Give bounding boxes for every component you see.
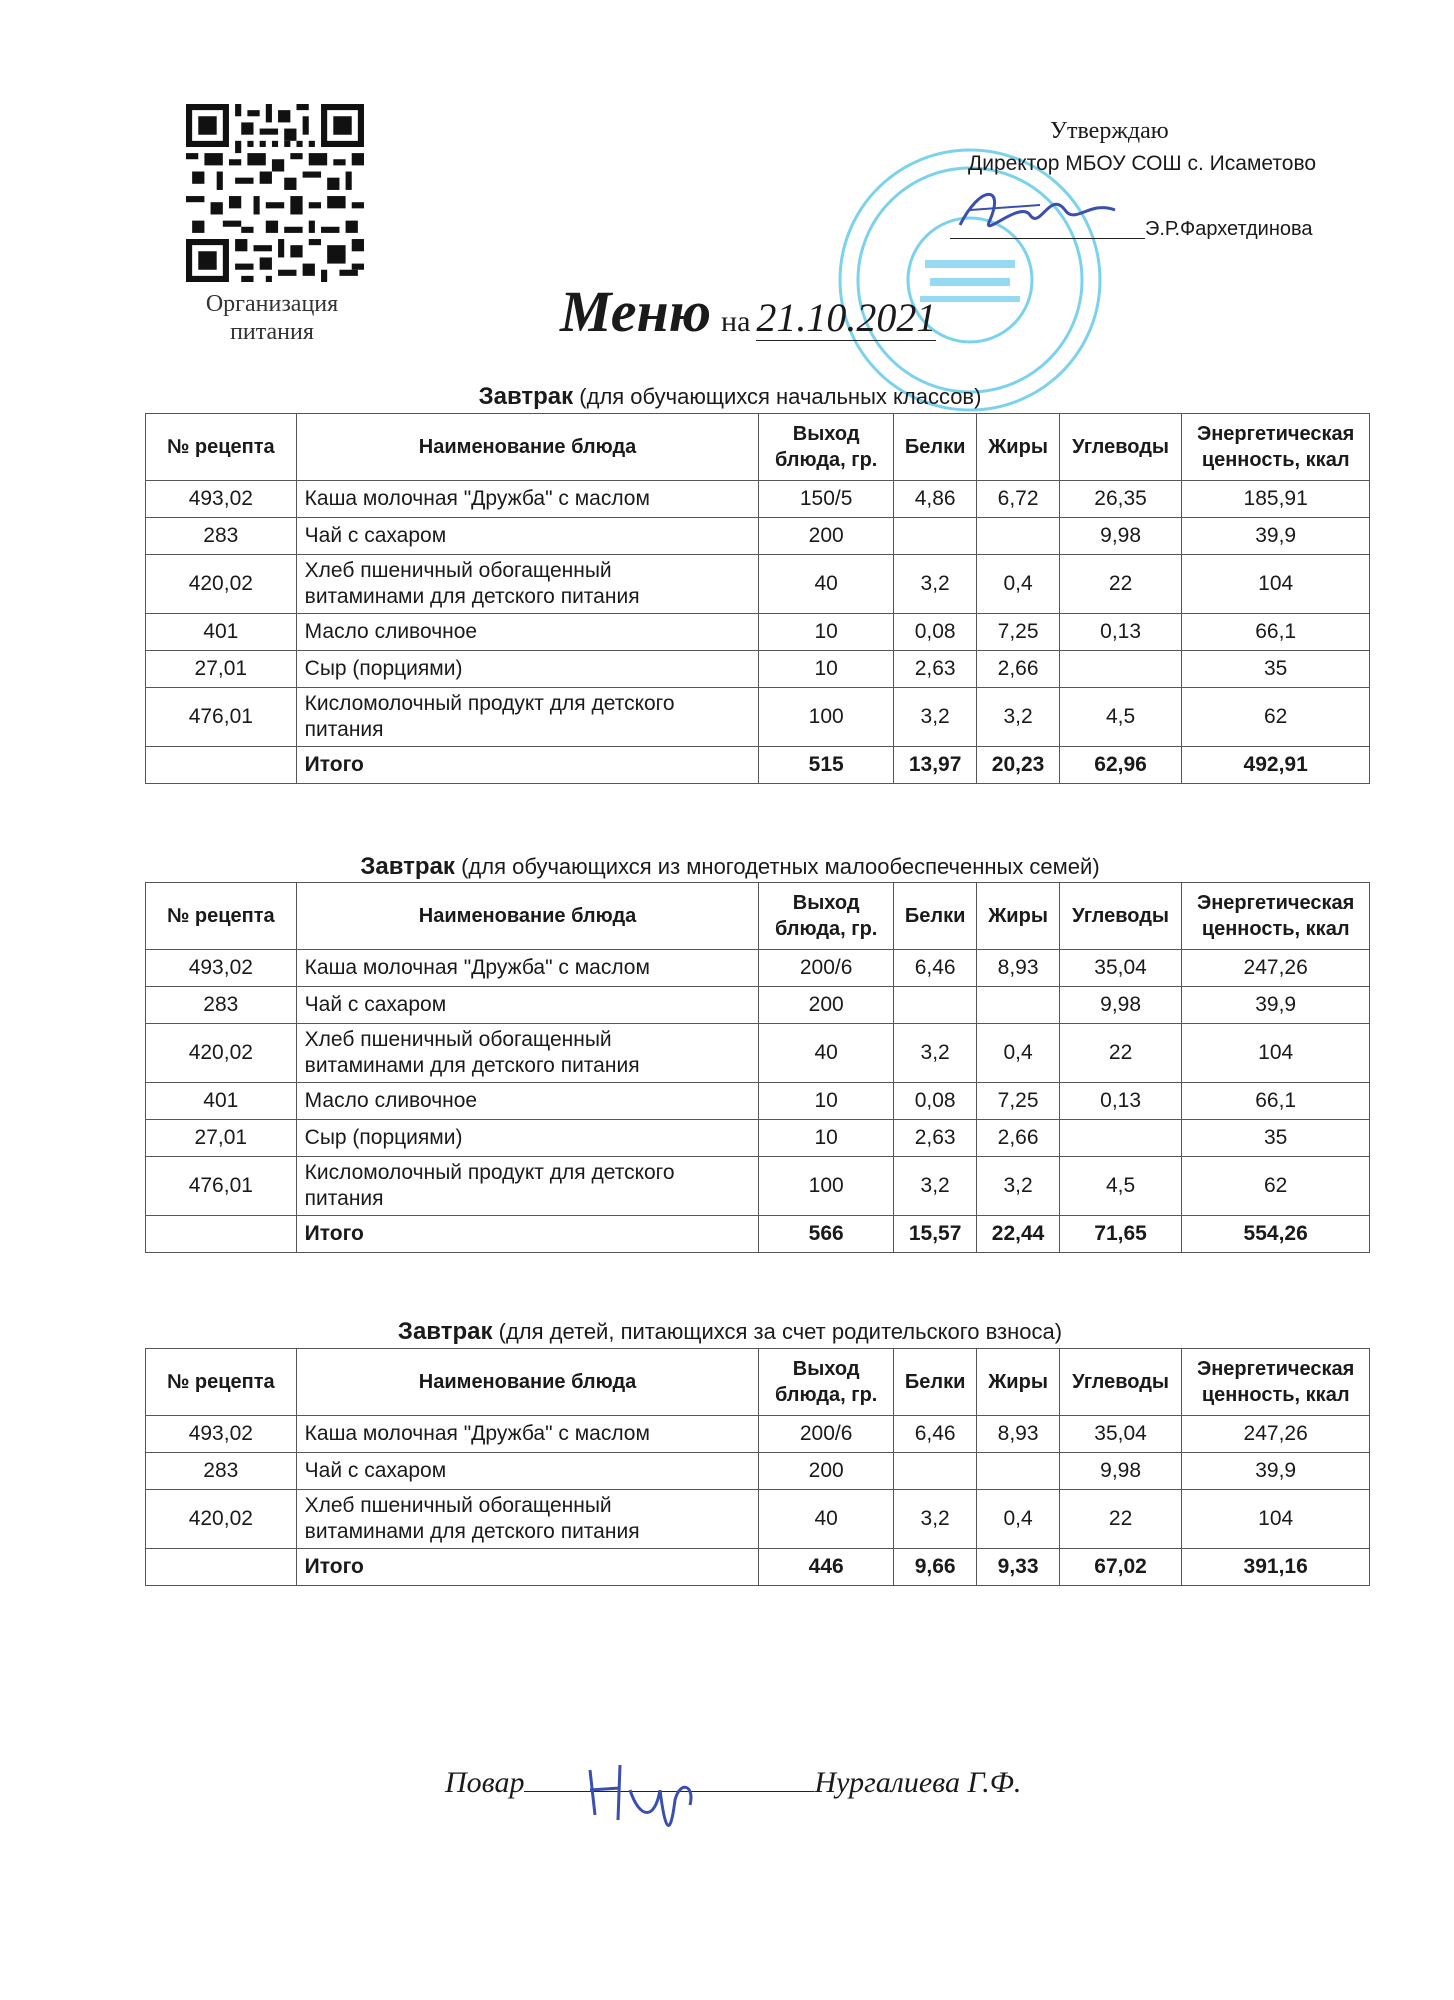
total-energy: 554,26 (1182, 1216, 1370, 1253)
cell-fat: 7,25 (977, 1083, 1060, 1120)
table-row (146, 1083, 1370, 1120)
cell-energy: 35 (1182, 1120, 1370, 1157)
cell-dish (296, 481, 759, 518)
cell-yield: 200 (759, 518, 894, 555)
table-row (146, 555, 1370, 614)
cell-dish (296, 950, 759, 987)
total-energy: 391,16 (1182, 1549, 1370, 1586)
header-energy (1182, 1349, 1370, 1416)
table-row (146, 1120, 1370, 1157)
cell-protein: 6,46 (893, 1416, 976, 1453)
total-yield: 446 (759, 1549, 894, 1586)
total-energy: 492,91 (1182, 747, 1370, 784)
approval-role: Директор МБОУ СОШ с. Исаметово (968, 152, 1317, 175)
cell-recipe: 493,02 (146, 1416, 297, 1453)
header-carbs: Углеводы (1059, 883, 1182, 950)
page-title (560, 278, 936, 345)
cell-protein: 3,2 (893, 688, 976, 747)
header-energy-line1: Энергетическая (1197, 892, 1355, 914)
header-recipe: № рецепта (146, 1349, 297, 1416)
cell-fat: 8,93 (977, 1416, 1060, 1453)
cell-energy: 62 (1182, 1157, 1370, 1216)
cell-fat (977, 518, 1060, 555)
title-on: на (721, 305, 751, 338)
cell-dish (296, 1490, 759, 1549)
cell-carbs: 4,5 (1059, 688, 1182, 747)
cell-dish (296, 518, 759, 555)
total-protein: 15,57 (893, 1216, 976, 1253)
total-label: Итого (296, 1216, 759, 1253)
cell-fat: 3,2 (977, 688, 1060, 747)
header-yield-line2: блюда, гр. (774, 1384, 878, 1406)
cell-energy: 104 (1182, 1490, 1370, 1549)
menu-table-2 (145, 882, 1370, 1253)
cell-fat (977, 1453, 1060, 1490)
cell-recipe: 27,01 (146, 1120, 297, 1157)
table-row (146, 1416, 1370, 1453)
title-date: 21.10.2021 (756, 295, 937, 340)
table-total-row (146, 1216, 1370, 1253)
cell-energy: 39,9 (1182, 1453, 1370, 1490)
cell-carbs: 22 (1059, 555, 1182, 614)
cell-dish (296, 987, 759, 1024)
header-yield-line1: Выход (792, 423, 860, 445)
cell-carbs: 4,5 (1059, 1157, 1182, 1216)
header-yield (759, 1349, 894, 1416)
cell-energy: 247,26 (1182, 1416, 1370, 1453)
cell-dish-line2: питания (304, 1187, 384, 1210)
approval-title: Утверждаю (1050, 118, 1169, 144)
total-fat: 20,23 (977, 747, 1060, 784)
cell-dish-line1: Хлеб пшеничный обогащенный (304, 559, 612, 582)
cell-recipe (146, 747, 297, 784)
table-row (146, 950, 1370, 987)
cell-fat: 0,4 (977, 555, 1060, 614)
total-label: Итого (296, 1549, 759, 1586)
cell-protein: 6,46 (893, 950, 976, 987)
cell-dish-line2: витаминами для детского питания (304, 1054, 640, 1077)
cell-dish-line1: Масло сливочное (304, 1089, 478, 1112)
cell-dish (296, 555, 759, 614)
cell-recipe: 283 (146, 518, 297, 555)
header-energy-line1: Энергетическая (1197, 423, 1355, 445)
cell-fat: 2,66 (977, 1120, 1060, 1157)
qr-caption (172, 290, 372, 346)
cell-protein: 3,2 (893, 555, 976, 614)
cell-carbs: 0,13 (1059, 614, 1182, 651)
section-title-bold: Завтрак (360, 853, 455, 880)
cook-signature-block (445, 1765, 1021, 1800)
cell-dish-line1: Сыр (порциями) (304, 657, 463, 680)
cell-protein (893, 1453, 976, 1490)
cell-yield: 200/6 (759, 1416, 894, 1453)
header-recipe: № рецепта (146, 883, 297, 950)
header-energy (1182, 414, 1370, 481)
header-energy (1182, 883, 1370, 950)
cell-dish-line1: Хлеб пшеничный обогащенный (304, 1494, 612, 1517)
cell-energy: 39,9 (1182, 987, 1370, 1024)
header-protein: Белки (893, 414, 976, 481)
header-energy-line1: Энергетическая (1197, 1358, 1355, 1380)
section-title-3 (100, 1318, 1360, 1346)
cell-yield: 100 (759, 688, 894, 747)
cell-recipe: 420,02 (146, 1490, 297, 1549)
cell-energy: 185,91 (1182, 481, 1370, 518)
cell-protein (893, 518, 976, 555)
header-yield (759, 414, 894, 481)
cell-protein: 4,86 (893, 481, 976, 518)
cell-dish-line1: Сыр (порциями) (304, 1126, 463, 1149)
cell-dish (296, 1024, 759, 1083)
total-carbs: 62,96 (1059, 747, 1182, 784)
qr-caption-line2: питания (230, 319, 314, 345)
cell-protein: 2,63 (893, 651, 976, 688)
cell-fat: 3,2 (977, 1157, 1060, 1216)
total-fat: 9,33 (977, 1549, 1060, 1586)
cook-role: Повар (445, 1766, 525, 1799)
header-fat: Жиры (977, 883, 1060, 950)
cell-yield: 10 (759, 1120, 894, 1157)
table-row (146, 1490, 1370, 1549)
cell-dish-line1: Кисломолочный продукт для детского (304, 1161, 675, 1184)
table-row (146, 987, 1370, 1024)
cell-dish-line1: Каша молочная "Дружба" с маслом (304, 1422, 650, 1445)
header-yield-line2: блюда, гр. (774, 449, 878, 471)
cell-recipe: 283 (146, 1453, 297, 1490)
cell-protein: 2,63 (893, 1120, 976, 1157)
cell-yield: 100 (759, 1157, 894, 1216)
cell-dish (296, 688, 759, 747)
header-dish: Наименование блюда (296, 883, 759, 950)
cell-protein: 0,08 (893, 614, 976, 651)
cell-carbs: 9,98 (1059, 1453, 1182, 1490)
cell-dish (296, 1416, 759, 1453)
cell-yield: 200/6 (759, 950, 894, 987)
cell-carbs: 0,13 (1059, 1083, 1182, 1120)
table-header-row (146, 414, 1370, 481)
cell-recipe: 401 (146, 614, 297, 651)
table-header-row (146, 1349, 1370, 1416)
cell-protein: 0,08 (893, 1083, 976, 1120)
header-recipe: № рецепта (146, 414, 297, 481)
header-fat: Жиры (977, 414, 1060, 481)
cell-carbs: 26,35 (1059, 481, 1182, 518)
total-protein: 9,66 (893, 1549, 976, 1586)
cell-energy: 66,1 (1182, 614, 1370, 651)
cell-dish-line1: Чай с сахаром (304, 524, 447, 547)
cell-energy: 247,26 (1182, 950, 1370, 987)
cell-energy: 39,9 (1182, 518, 1370, 555)
cook-signature-icon (570, 1750, 710, 1840)
qr-caption-line1: Организация (205, 291, 339, 317)
director-signature-icon (950, 180, 1120, 250)
table-row (146, 518, 1370, 555)
cell-fat: 0,4 (977, 1024, 1060, 1083)
cell-protein (893, 987, 976, 1024)
table-row (146, 1157, 1370, 1216)
cell-carbs: 22 (1059, 1490, 1182, 1549)
section-title-rest: (для детей, питающихся за счет родительского взноса) (498, 1319, 1063, 1344)
approval-name: Э.Р.Фархетдинова (1145, 218, 1313, 240)
total-carbs: 71,65 (1059, 1216, 1182, 1253)
cell-recipe: 420,02 (146, 555, 297, 614)
total-yield: 515 (759, 747, 894, 784)
cell-yield: 150/5 (759, 481, 894, 518)
section-title-rest: (для обучающихся начальных классов) (579, 384, 982, 409)
header-carbs: Углеводы (1059, 414, 1182, 481)
cell-dish-line1: Чай с сахаром (304, 993, 447, 1016)
cell-carbs (1059, 1120, 1182, 1157)
header-yield-line1: Выход (792, 892, 860, 914)
cell-dish (296, 1157, 759, 1216)
header-energy-line2: ценность, ккал (1201, 1384, 1350, 1406)
cell-yield: 10 (759, 1083, 894, 1120)
cell-dish-line1: Масло сливочное (304, 620, 478, 643)
cell-recipe (146, 1216, 297, 1253)
table-row (146, 1453, 1370, 1490)
table-total-row (146, 747, 1370, 784)
cell-yield: 10 (759, 614, 894, 651)
header-energy-line2: ценность, ккал (1201, 918, 1350, 940)
section-title-bold: Завтрак (397, 1318, 493, 1345)
total-protein: 13,97 (893, 747, 976, 784)
total-carbs: 67,02 (1059, 1549, 1182, 1586)
cell-yield: 40 (759, 555, 894, 614)
header-yield-line2: блюда, гр. (774, 918, 878, 940)
table-row (146, 1024, 1370, 1083)
menu-table-1 (145, 413, 1370, 784)
cell-recipe: 476,01 (146, 1157, 297, 1216)
cell-carbs: 35,04 (1059, 950, 1182, 987)
cell-energy: 104 (1182, 555, 1370, 614)
cell-recipe: 493,02 (146, 950, 297, 987)
table-row (146, 688, 1370, 747)
cell-energy: 104 (1182, 1024, 1370, 1083)
section-title-rest: (для обучающихся из многодетных малообеспеченных семей) (461, 854, 1100, 879)
cell-carbs (1059, 651, 1182, 688)
cell-yield: 40 (759, 1490, 894, 1549)
header-protein: Белки (893, 1349, 976, 1416)
cell-fat: 2,66 (977, 651, 1060, 688)
cell-carbs: 35,04 (1059, 1416, 1182, 1453)
table-row (146, 614, 1370, 651)
total-yield: 566 (759, 1216, 894, 1253)
section-title-1 (100, 383, 1360, 411)
cell-protein: 3,2 (893, 1157, 976, 1216)
cell-dish (296, 651, 759, 688)
header-fat: Жиры (977, 1349, 1060, 1416)
cell-energy: 35 (1182, 651, 1370, 688)
cell-recipe: 401 (146, 1083, 297, 1120)
cell-recipe (146, 1549, 297, 1586)
cell-carbs: 22 (1059, 1024, 1182, 1083)
qr-code-icon[interactable] (186, 104, 364, 282)
cell-yield: 40 (759, 1024, 894, 1083)
cook-name: Нургалиева Г.Ф. (814, 1766, 1022, 1799)
total-label: Итого (296, 747, 759, 784)
header-energy-line2: ценность, ккал (1201, 449, 1350, 471)
cell-recipe: 27,01 (146, 651, 297, 688)
cell-dish-line2: витаминами для детского питания (304, 585, 640, 608)
menu-table-3 (145, 1348, 1370, 1586)
cell-fat: 8,93 (977, 950, 1060, 987)
table-total-row (146, 1549, 1370, 1586)
cell-energy: 66,1 (1182, 1083, 1370, 1120)
cell-protein: 3,2 (893, 1490, 976, 1549)
cell-dish (296, 1083, 759, 1120)
header-dish: Наименование блюда (296, 1349, 759, 1416)
table-row (146, 651, 1370, 688)
header-dish: Наименование блюда (296, 414, 759, 481)
cell-recipe: 476,01 (146, 688, 297, 747)
total-fat: 22,44 (977, 1216, 1060, 1253)
header-yield (759, 883, 894, 950)
cell-yield: 10 (759, 651, 894, 688)
cell-dish-line1: Чай с сахаром (304, 1459, 447, 1482)
cell-energy: 62 (1182, 688, 1370, 747)
cell-fat: 7,25 (977, 614, 1060, 651)
cell-yield: 200 (759, 987, 894, 1024)
table-row (146, 481, 1370, 518)
header-carbs: Углеводы (1059, 1349, 1182, 1416)
cell-recipe: 420,02 (146, 1024, 297, 1083)
header-yield-line1: Выход (792, 1358, 860, 1380)
cell-dish (296, 1120, 759, 1157)
cell-dish-line1: Каша молочная "Дружба" с маслом (304, 956, 650, 979)
section-title-2 (100, 853, 1360, 881)
table-header-row (146, 883, 1370, 950)
cell-recipe: 283 (146, 987, 297, 1024)
cell-recipe: 493,02 (146, 481, 297, 518)
cell-fat: 0,4 (977, 1490, 1060, 1549)
cell-carbs: 9,98 (1059, 518, 1182, 555)
cell-fat: 6,72 (977, 481, 1060, 518)
cell-dish (296, 614, 759, 651)
cell-carbs: 9,98 (1059, 987, 1182, 1024)
header-protein: Белки (893, 883, 976, 950)
cell-protein: 3,2 (893, 1024, 976, 1083)
cell-fat (977, 987, 1060, 1024)
cell-dish-line1: Кисломолочный продукт для детского (304, 692, 675, 715)
cell-dish-line1: Хлеб пшеничный обогащенный (304, 1028, 612, 1051)
cell-yield: 200 (759, 1453, 894, 1490)
cell-dish-line2: витаминами для детского питания (304, 1520, 640, 1543)
cell-dish (296, 1453, 759, 1490)
title-main: Меню (560, 279, 712, 344)
cell-dish-line1: Каша молочная "Дружба" с маслом (304, 487, 650, 510)
section-title-bold: Завтрак (478, 383, 574, 410)
cell-dish-line2: питания (304, 718, 384, 741)
